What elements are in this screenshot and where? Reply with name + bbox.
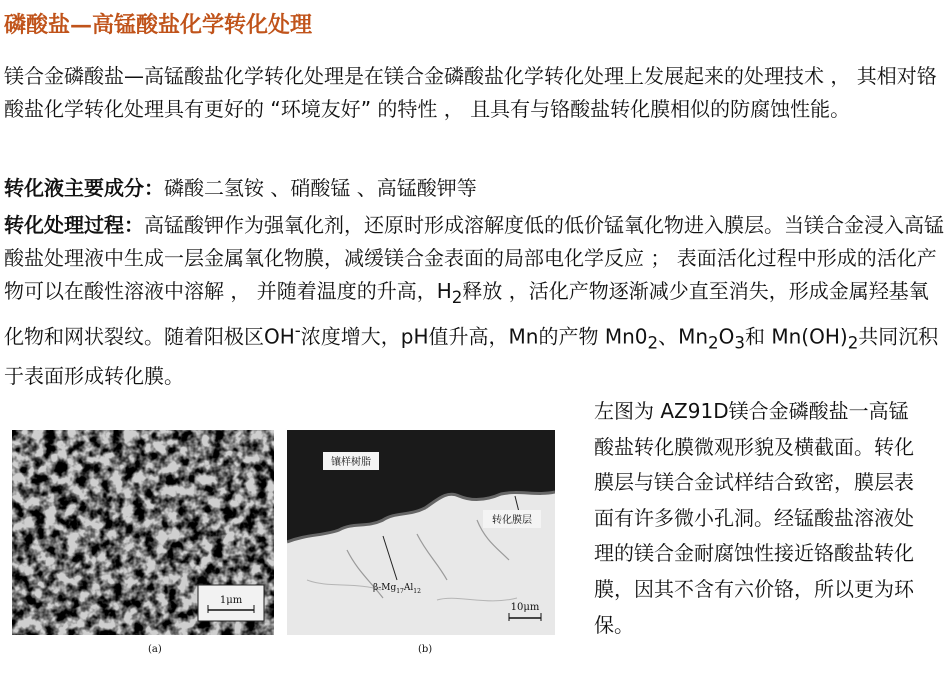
phase-label: $\beta-Mg_{17}Al_{12}$ xyxy=(373,583,421,595)
caption-a: (a) xyxy=(148,644,162,655)
process-paragraph xyxy=(4,209,946,393)
micrograph-figure xyxy=(12,430,562,662)
page-title: 磷酸盐—高锰酸盐化学转化处理 xyxy=(4,12,313,38)
process-text-g: 共同沉积于表面形成转化膜。 xyxy=(4,324,939,388)
oh-superscript: - xyxy=(294,321,301,340)
scale-label-a: 1μm xyxy=(219,595,243,606)
resin-label: 镶样树脂 xyxy=(331,457,371,468)
intro-paragraph: 镁合金磷酸盐—高锰酸盐化学转化处理是在镁合金磷酸盐化学转化处理上发展起来的处理技术 ， 其相对铬酸盐化学转化处理具有更好的 “环境友好” 的特性 ， 且具有与铬酸盐转化膜相似的防腐蚀性能。 xyxy=(4,64,937,121)
h2-subscript: 2 xyxy=(451,288,463,307)
solution-text: 磷酸二氢铵 、硝酸锰 、高锰酸钾等 xyxy=(164,176,477,200)
surface-micrograph xyxy=(12,430,274,635)
film-label: 转化膜层 xyxy=(492,515,532,526)
process-text-f: 和 Mn(OH) xyxy=(745,324,848,349)
process-text-a: 高锰酸钾作为强氧化剂，还原时形成溶解度低的低价锰氧化物进入膜层。当镁合金浸入高锰酸盐处理液中生成一层金属氧化物膜，减缓镁合金表面的局部电化学反应 ； 表面活化过程中形成的活化产物可以在酸性溶液中溶解 ， 并随着温度的升高，H xyxy=(4,213,944,303)
process-label: 转化处理过程： xyxy=(4,213,144,237)
mn2o3-subscript-1: 2 xyxy=(708,333,719,353)
process-text-c: 浓度增大，pH值升高，Mn的产物 Mn0 xyxy=(300,324,648,349)
mnoh-subscript: 2 xyxy=(847,333,859,353)
process-text-e: O xyxy=(718,324,735,349)
mn2o3-subscript-2: 3 xyxy=(734,333,745,353)
solution-label: 转化液主要成分： xyxy=(4,176,164,200)
surface-texture xyxy=(12,430,274,635)
solution-paragraph xyxy=(4,172,946,205)
caption-b: (b) xyxy=(418,644,433,655)
process-text-d: 、Mn xyxy=(658,324,709,349)
cross-section-micrograph xyxy=(287,430,555,635)
scale-label-b: 10μm xyxy=(510,602,540,613)
cross-section-image xyxy=(287,430,555,635)
process-text-b: 释放 ，活化产物逐渐减少直至消失，形成金属羟基氧化物和网状裂纹。随着阳极区OH xyxy=(4,279,929,349)
mno2-subscript: 2 xyxy=(647,333,659,353)
figure-description: 左图为 AZ91D镁合金磷酸盐一高锰酸盐转化膜微观形貌及横截面。转化膜层与镁合金试样结合致密，膜层表面有许多微小孔洞。经锰酸盐溶液处理的镁合金耐腐蚀性接近铬酸盐转化膜，因其不含有六价铬，所以更为环保。 xyxy=(594,399,914,637)
